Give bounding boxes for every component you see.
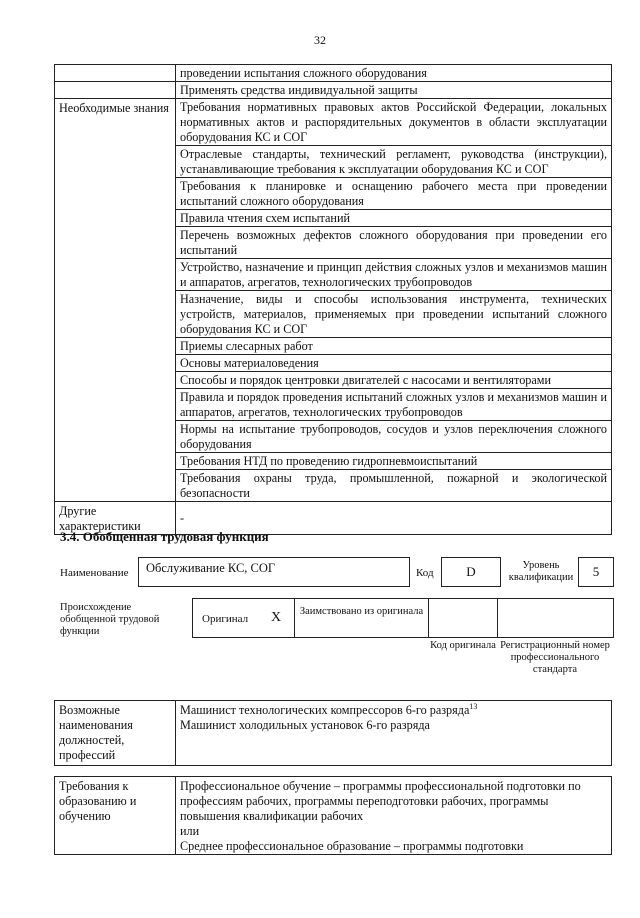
borrowed-label: Заимствовано из оригинала	[299, 606, 424, 617]
reg-number-label: Регистрационный номер профессионального стандарта	[500, 640, 610, 675]
knowledge-item: Требования нормативных правовых актов Российской Федерации, локальных нормативных актов и распорядительных документов в области эксплуатации оборудования КС и СОГ	[176, 99, 612, 146]
knowledge-item: Требования к планировке и оснащению рабочего места при проведении испытаний сложного оборудования	[176, 178, 612, 210]
continuation-row: Применять средства индивидуальной защиты	[176, 82, 612, 99]
knowledge-item: Устройство, назначение и принцип действия сложных узлов и механизмов машин и аппаратов, агрегатов, технологических трубопроводов	[176, 259, 612, 291]
name-value: Обслуживание КС, СОГ	[146, 561, 276, 575]
name-label: Наименование	[60, 567, 129, 579]
knowledge-item: Отраслевые стандарты, технический регламент, руководства (инструкции), устанавливающие требования к эксплуатации оборудования КС и СОГ	[176, 146, 612, 178]
borrowed-cell	[294, 598, 429, 638]
knowledge-item: Перечень возможных дефектов сложного оборудования при проведении его испытаний	[176, 227, 612, 259]
knowledge-item: Основы материаловедения	[176, 355, 612, 372]
page-number: 32	[314, 33, 326, 47]
code-original-label: Код оригинала	[430, 640, 496, 651]
name-box	[138, 557, 410, 587]
section-title: 3.4. Обобщенная трудовая функция	[60, 529, 269, 544]
knowledge-item: Правила и порядок проведения испытаний сложных узлов и механизмов машин и аппаратов, агрегатов, технологических трубопроводов	[176, 389, 612, 421]
table-row	[55, 99, 612, 146]
knowledge-item: Требования охраны труда, промышленной, пожарной и экологической безопасности	[176, 470, 612, 502]
education-table	[54, 776, 612, 855]
position-item: Машинист технологических компрессоров 6-го разряда$^{13}$	[180, 701, 478, 717]
table-row	[55, 701, 612, 766]
position-item: Машинист холодильных установок 6-го разряда	[180, 718, 430, 732]
level-value: 5	[578, 557, 614, 587]
table-row	[55, 777, 612, 855]
education-requirements	[176, 777, 612, 855]
level-label: Уровень квалификации	[508, 560, 574, 583]
knowledge-item: Требования НТД по проведению гидропневмоиспытаний	[176, 453, 612, 470]
knowledge-item: Назначение, виды и способы использования инструмента, технических устройств, материалов, применяемых при проведении испытаний сложного оборудования КС и СОГ	[176, 291, 612, 338]
footnote-mark: 13	[469, 701, 478, 711]
positions-list	[176, 701, 612, 766]
table-row	[55, 65, 612, 82]
code-original-cell	[428, 598, 498, 638]
code-value: D	[441, 557, 501, 587]
code-label: Код	[416, 567, 434, 579]
other-characteristics-label: Другие характеристики	[55, 502, 176, 535]
knowledge-label: Необходимые знания	[55, 99, 176, 502]
knowledge-item: Способы и порядок центровки двигателей с насосами и вентиляторами	[176, 372, 612, 389]
original-label: Оригинал	[202, 613, 249, 625]
knowledge-item: Нормы на испытание трубопроводов, сосудов и узлов переключения сложного оборудования	[176, 421, 612, 453]
education-line: Среднее профессиональное образование – программы подготовки	[180, 839, 524, 853]
education-label: Требования к образованию и обучению	[55, 777, 176, 855]
reg-number-cell	[497, 598, 614, 638]
positions-label: Возможные наименования должностей, профессий	[55, 701, 176, 766]
other-characteristics-value: -	[176, 502, 612, 535]
education-line: Профессиональное обучение – программы профессиональной подготовки по профессиям рабочих, программы переподготовки рабочих, программы повышения квалификации рабочих	[180, 779, 581, 823]
knowledge-item: Правила чтения схем испытаний	[176, 210, 612, 227]
original-cell	[192, 598, 295, 638]
positions-table	[54, 700, 612, 766]
education-line: или	[180, 824, 200, 838]
table-row	[55, 82, 612, 99]
original-mark: X	[271, 610, 282, 625]
continuation-row: проведении испытания сложного оборудования	[176, 65, 612, 82]
origin-label: Происхождение обобщенной трудовой функции	[60, 602, 160, 637]
skills-knowledge-table	[54, 64, 612, 535]
knowledge-item: Приемы слесарных работ	[176, 338, 612, 355]
